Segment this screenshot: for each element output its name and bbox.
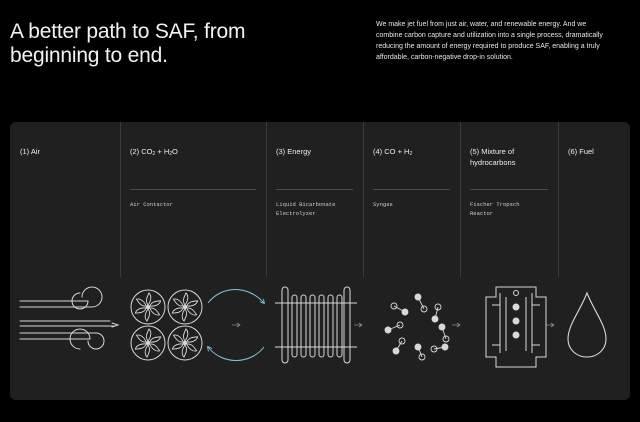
divider <box>276 189 353 190</box>
technology-label: Liquid Bicarbonate Electrolyzer <box>276 201 336 217</box>
divider <box>130 189 256 190</box>
step-energy <box>266 122 364 277</box>
technology-label: Syngas <box>373 201 393 208</box>
step-label: (4) CO + $H_2$ <box>373 147 413 157</box>
step-label: (3) Energy <box>276 147 312 156</box>
molecules-icon <box>385 294 449 360</box>
intro-paragraph: We make jet fuel from just air, water, and renewable energy. And we combine carbon capture and utilization into a single process, dramatically reducing the amount of energy required to produce SAF, enabling a truly affordable, carbon-negative drop-in solution. <box>376 21 603 61</box>
process-icons <box>10 277 630 400</box>
headline: A better path to SAF, from beginning to end. <box>10 20 246 67</box>
step-syngas <box>363 122 461 277</box>
step-hydrocarbons <box>460 122 559 277</box>
electrolyzer-icon <box>275 287 357 363</box>
droplet-icon <box>568 293 606 357</box>
step-air <box>10 122 121 277</box>
step-co2-h2o <box>120 122 267 277</box>
process-panel <box>10 122 630 400</box>
wind-icon <box>20 287 118 349</box>
technology-label: Fischer Tropsch Reactor <box>470 201 520 217</box>
divider <box>373 189 450 190</box>
step-label: (5) Mixture of hydrocarbons <box>470 147 516 167</box>
divider <box>470 189 548 190</box>
step-label: (1) Air <box>20 147 41 156</box>
step-fuel <box>558 122 630 277</box>
step-label: (6) Fuel <box>568 147 594 156</box>
fans-icon <box>131 290 202 360</box>
step-label: (2) $CO_2 + H_2O$ <box>130 147 178 157</box>
technology-label: Air Contactor <box>130 201 173 208</box>
reactor-icon <box>486 287 546 367</box>
